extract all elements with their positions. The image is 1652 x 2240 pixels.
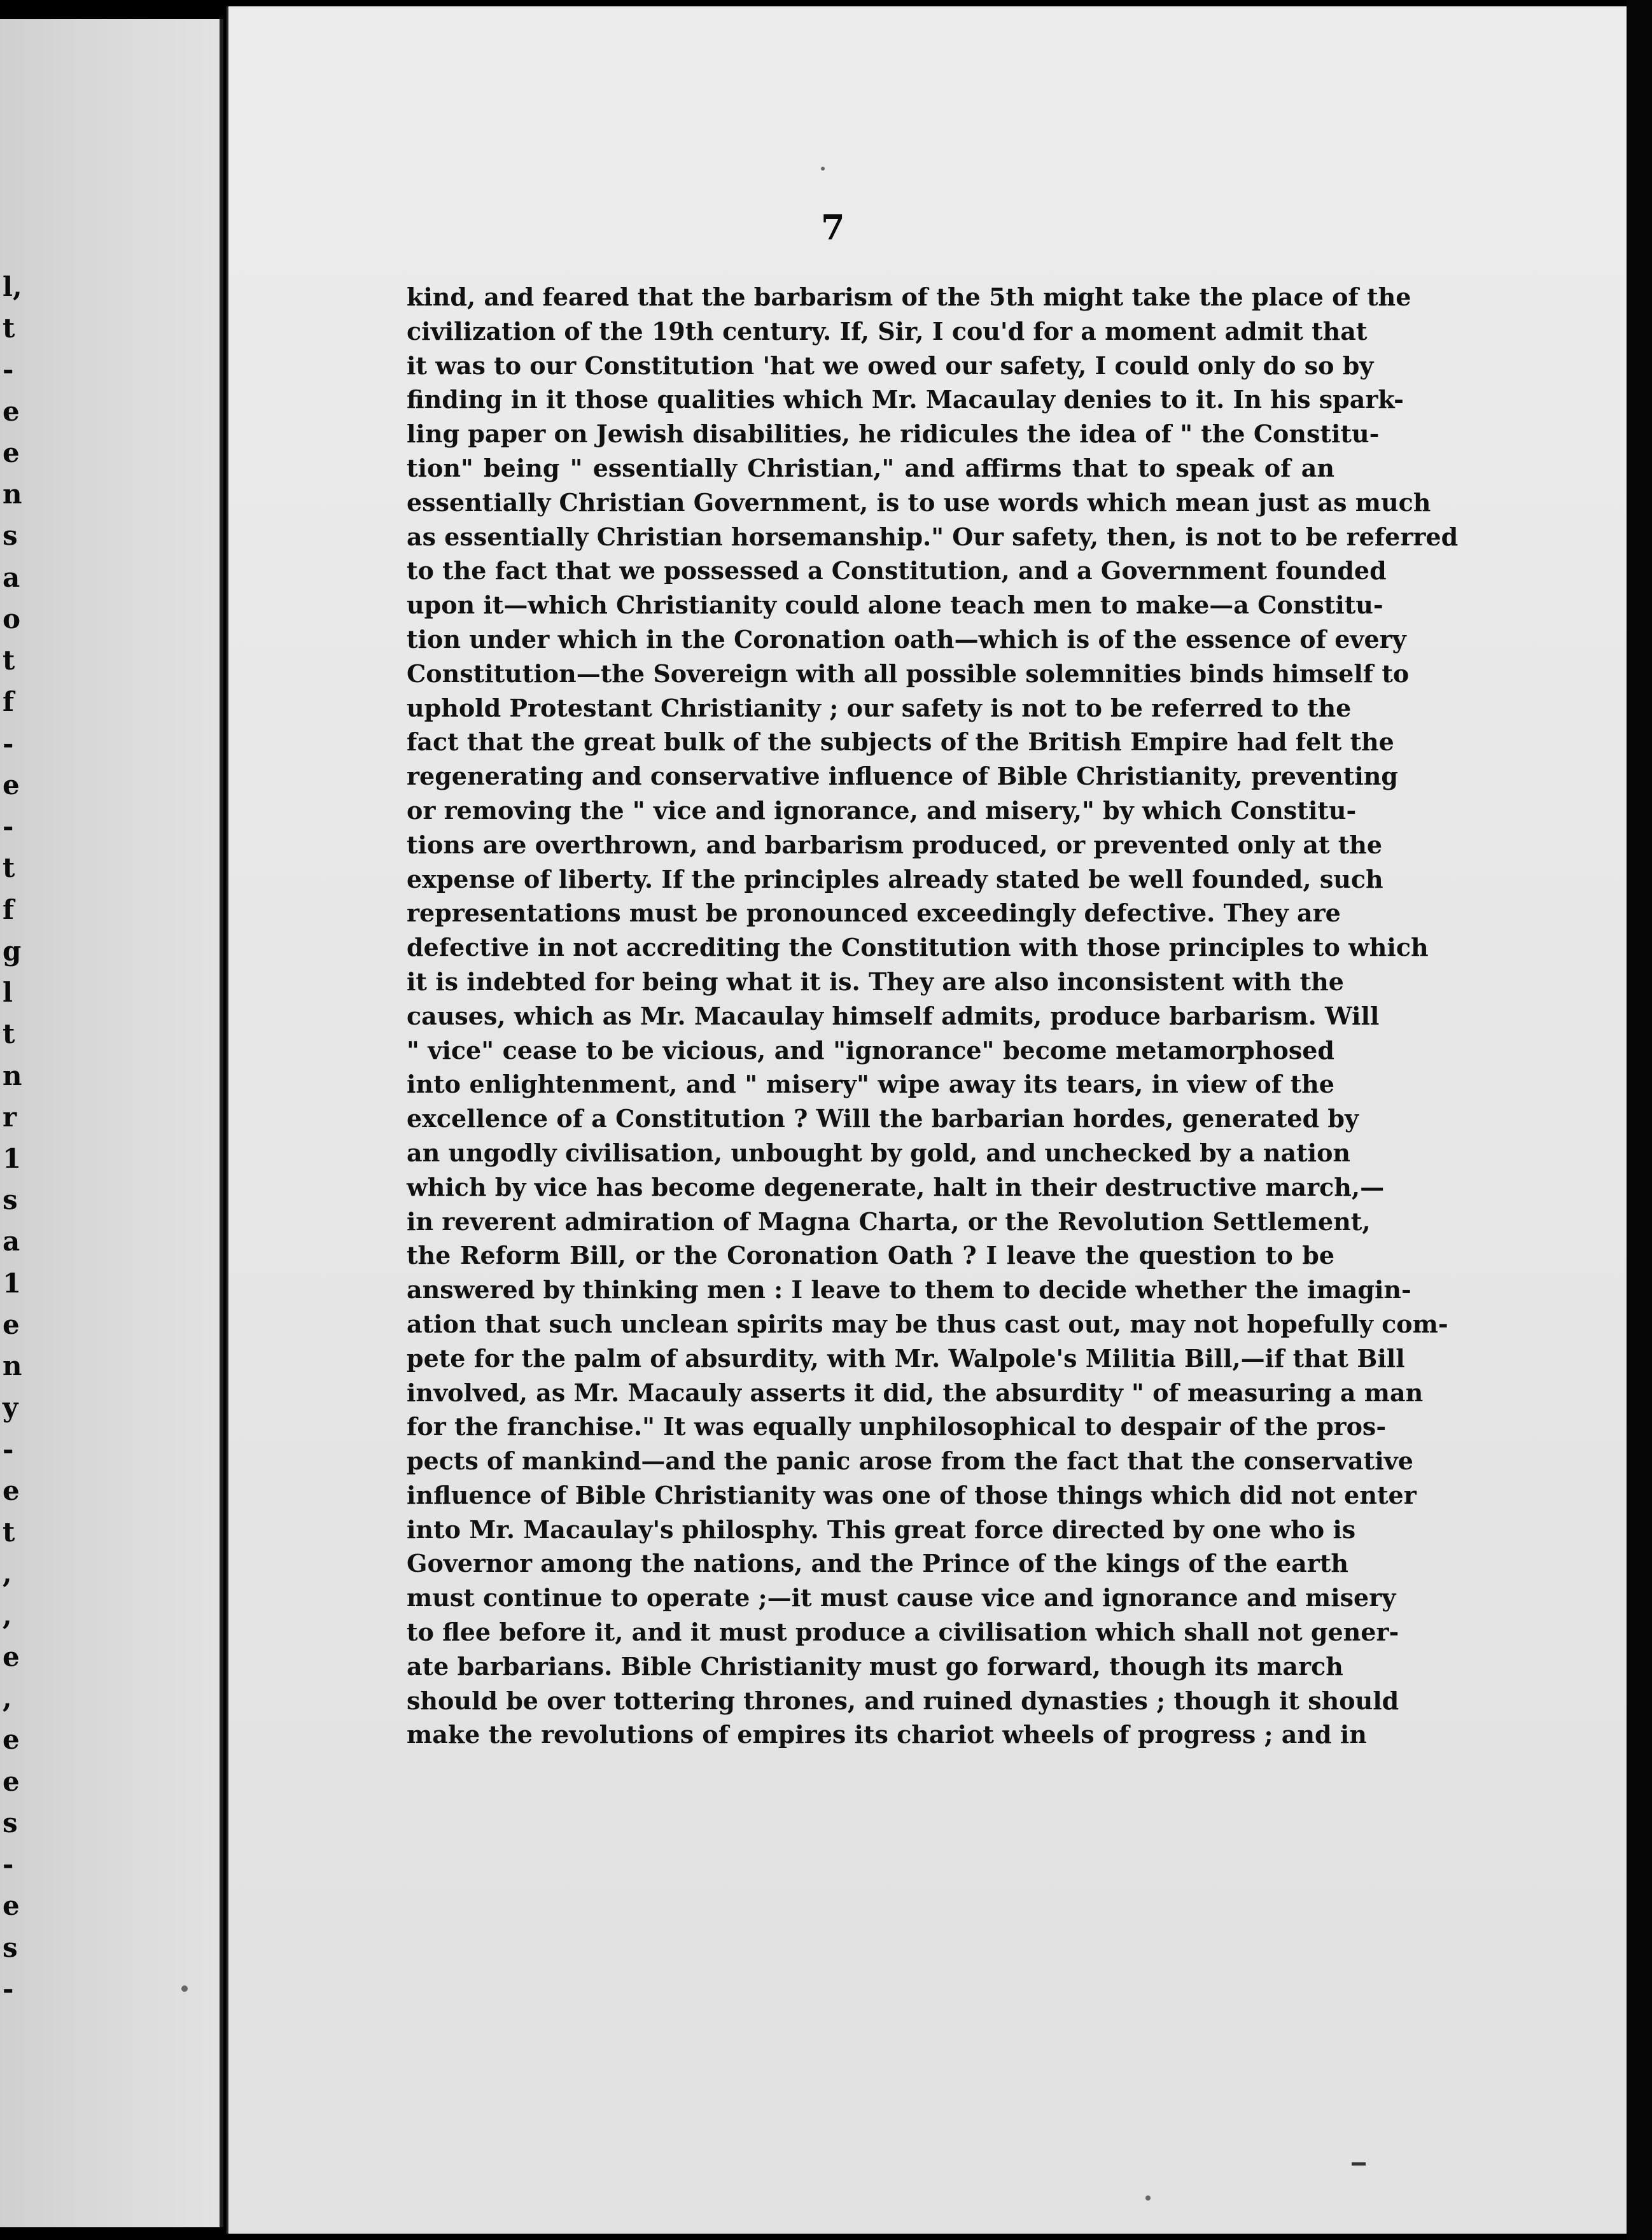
edge-character: s (3, 1931, 18, 1963)
edge-character: 1 (3, 1143, 22, 1174)
edge-character: n (3, 1350, 22, 1382)
scan-speck (821, 167, 825, 171)
text-line: for the franchise." It was equally unphilosophical to despair of the pros- (407, 1412, 1387, 1441)
text-line: it was to our Constitution 'hat we owed our safety, I could only do so by (407, 351, 1374, 380)
edge-character: t (3, 852, 15, 884)
page-number: 7 (821, 207, 845, 248)
text-line: ate barbarians. Bible Christianity must go forward, though its march (407, 1651, 1343, 1681)
edge-character: g (3, 935, 22, 967)
edge-character: e (3, 1308, 20, 1340)
edge-character: t (3, 1516, 15, 1548)
text-line: Governor among the nations, and the Prince of the kings of the earth (407, 1549, 1348, 1578)
text-line: an ungodly civilisation, unbought by gold, and unchecked by a nation (407, 1138, 1351, 1167)
margin-mark (1352, 2162, 1366, 2166)
edge-character: f (3, 686, 15, 718)
text-line: to the fact that we possessed a Constitution, and a Government founded (407, 556, 1387, 585)
edge-character: - (3, 354, 14, 386)
text-line: ation that such unclean spirits may be thus cast out, may not hopefully com- (407, 1309, 1448, 1338)
text-line: should be over tottering thrones, and ruined dynasties ; though it should (407, 1686, 1399, 1715)
edge-character: l (3, 977, 13, 1009)
left-page-edge (0, 19, 223, 2227)
text-line: kind, and feared that the barbarism of the 5th might take the place of the (407, 283, 1411, 311)
edge-character: - (3, 1973, 14, 2005)
edge-character: - (3, 727, 14, 759)
text-line: regenerating and conservative influence of Bible Christianity, preventing (407, 762, 1398, 791)
edge-character: e (3, 769, 20, 801)
scan-border (1627, 0, 1652, 2240)
text-line: involved, as Mr. Macauly asserts it did, the absurdity " of measuring a man (407, 1378, 1424, 1407)
edge-character: e (3, 1724, 20, 1756)
edge-character: o (3, 603, 21, 634)
edge-character: e (3, 1641, 20, 1672)
text-line: expense of liberty. If the principles already stated be well founded, such (407, 864, 1383, 893)
text-line: ling paper on Jewish disabilities, he ridicules the idea of " the Constitu- (407, 419, 1380, 449)
text-line: must continue to operate ;—it must cause vice and ignorance and misery (407, 1583, 1396, 1613)
edge-character: r (3, 1101, 17, 1133)
edge-character: f (3, 893, 15, 925)
text-line: answered by thinking men : I leave to them to decide whether the imagin- (407, 1275, 1411, 1305)
text-line: tions are overthrown, and barbarism produced, or prevented only at the (407, 830, 1383, 859)
text-line: pects of mankind—and the panic arose from the fact that the conservative (407, 1446, 1413, 1476)
edge-character: s (3, 520, 18, 552)
body-text (407, 280, 1459, 1752)
text-line: civilization of the 19th century. If, Sir, I cou'd for a moment admit that (407, 316, 1368, 346)
edge-character: t (3, 1018, 15, 1050)
edge-character: , (3, 1599, 12, 1631)
text-line: in reverent admiration of Magna Charta, or the Revolution Settlement, (407, 1207, 1371, 1236)
text-line: the Reform Bill, or the Coronation Oath ? I leave the question to be (407, 1241, 1334, 1270)
text-line: influence of Bible Christianity was one of those things which did not enter (407, 1480, 1417, 1509)
text-line: tion" being " essentially Christian," and affirms that to speak of an (407, 453, 1334, 482)
text-line: defective in not accrediting the Constitution with those principles to which (407, 933, 1429, 962)
edge-character: y (3, 1392, 18, 1424)
edge-character: e (3, 1890, 20, 1922)
text-line: excellence of a Constitution ? Will the barbarian hordes, generated by (407, 1104, 1359, 1133)
edge-character: a (3, 1226, 20, 1257)
text-line: finding in it those qualities which Mr. Macaulay denies to it. In his spark- (407, 385, 1404, 414)
text-line: to flee before it, and it must produce a civilisation which shall not gener- (407, 1618, 1399, 1647)
edge-character: e (3, 437, 20, 468)
text-line: pete for the palm of absurdity, with Mr. Walpole's Militia Bill,—if that Bill (407, 1343, 1405, 1373)
text-line: representations must be pronounced exceedingly defective. They are (407, 899, 1341, 928)
edge-character: - (3, 1849, 14, 1880)
edge-character: - (3, 1433, 14, 1465)
scan-speck (181, 1985, 188, 1992)
edge-character: n (3, 1060, 22, 1091)
left-page-edge-text (0, 271, 25, 2055)
edge-character: - (3, 811, 14, 843)
text-line: make the revolutions of empires its chariot wheels of progress ; and in (407, 1720, 1367, 1749)
text-line: " vice" cease to be vicious, and "ignorance" become metamorphosed (407, 1035, 1334, 1065)
text-line: causes, which as Mr. Macaulay himself admits, produce barbarism. Will (407, 1001, 1380, 1030)
edge-character: s (3, 1184, 18, 1216)
edge-character: s (3, 1807, 18, 1838)
edge-character: e (3, 395, 20, 427)
edge-character: 1 (3, 1267, 22, 1299)
edge-character: e (3, 1474, 20, 1506)
text-line: which by vice has become degenerate, halt in their destructive march,— (407, 1172, 1385, 1201)
edge-character: t (3, 645, 15, 676)
edge-character: e (3, 1765, 20, 1797)
text-line: it is indebted for being what it is. They are also inconsistent with the (407, 967, 1344, 996)
text-line: or removing the " vice and ignorance, and misery," by which Constitu- (407, 795, 1357, 825)
edge-character: , (3, 1558, 12, 1590)
edge-character: a (3, 561, 20, 593)
edge-character: , (3, 1683, 12, 1714)
scan-speck (1145, 2195, 1151, 2201)
text-line: uphold Protestant Christianity ; our safety is not to be referred to the (407, 693, 1352, 722)
edge-character: l, (3, 271, 22, 302)
text-line: tion under which in the Coronation oath—which is of the essence of every (407, 624, 1406, 654)
text-line: into enlightenment, and " misery" wipe away its tears, in view of the (407, 1070, 1334, 1099)
text-line: as essentially Christian horsemanship." Our safety, then, is not to be referred (407, 522, 1459, 551)
text-line: into Mr. Macaulay's philosphy. This great force directed by one who is (407, 1515, 1356, 1544)
edge-character: n (3, 479, 22, 510)
text-line: upon it—which Christianity could alone teach men to make—a Constitu- (407, 591, 1383, 620)
text-line: essentially Christian Government, is to use words which mean just as much (407, 487, 1431, 517)
text-line: fact that the great bulk of the subjects of the British Empire had felt the (407, 727, 1394, 757)
edge-character: t (3, 312, 15, 344)
text-line: Constitution—the Sovereign with all possible solemnities binds himself to (407, 659, 1410, 688)
